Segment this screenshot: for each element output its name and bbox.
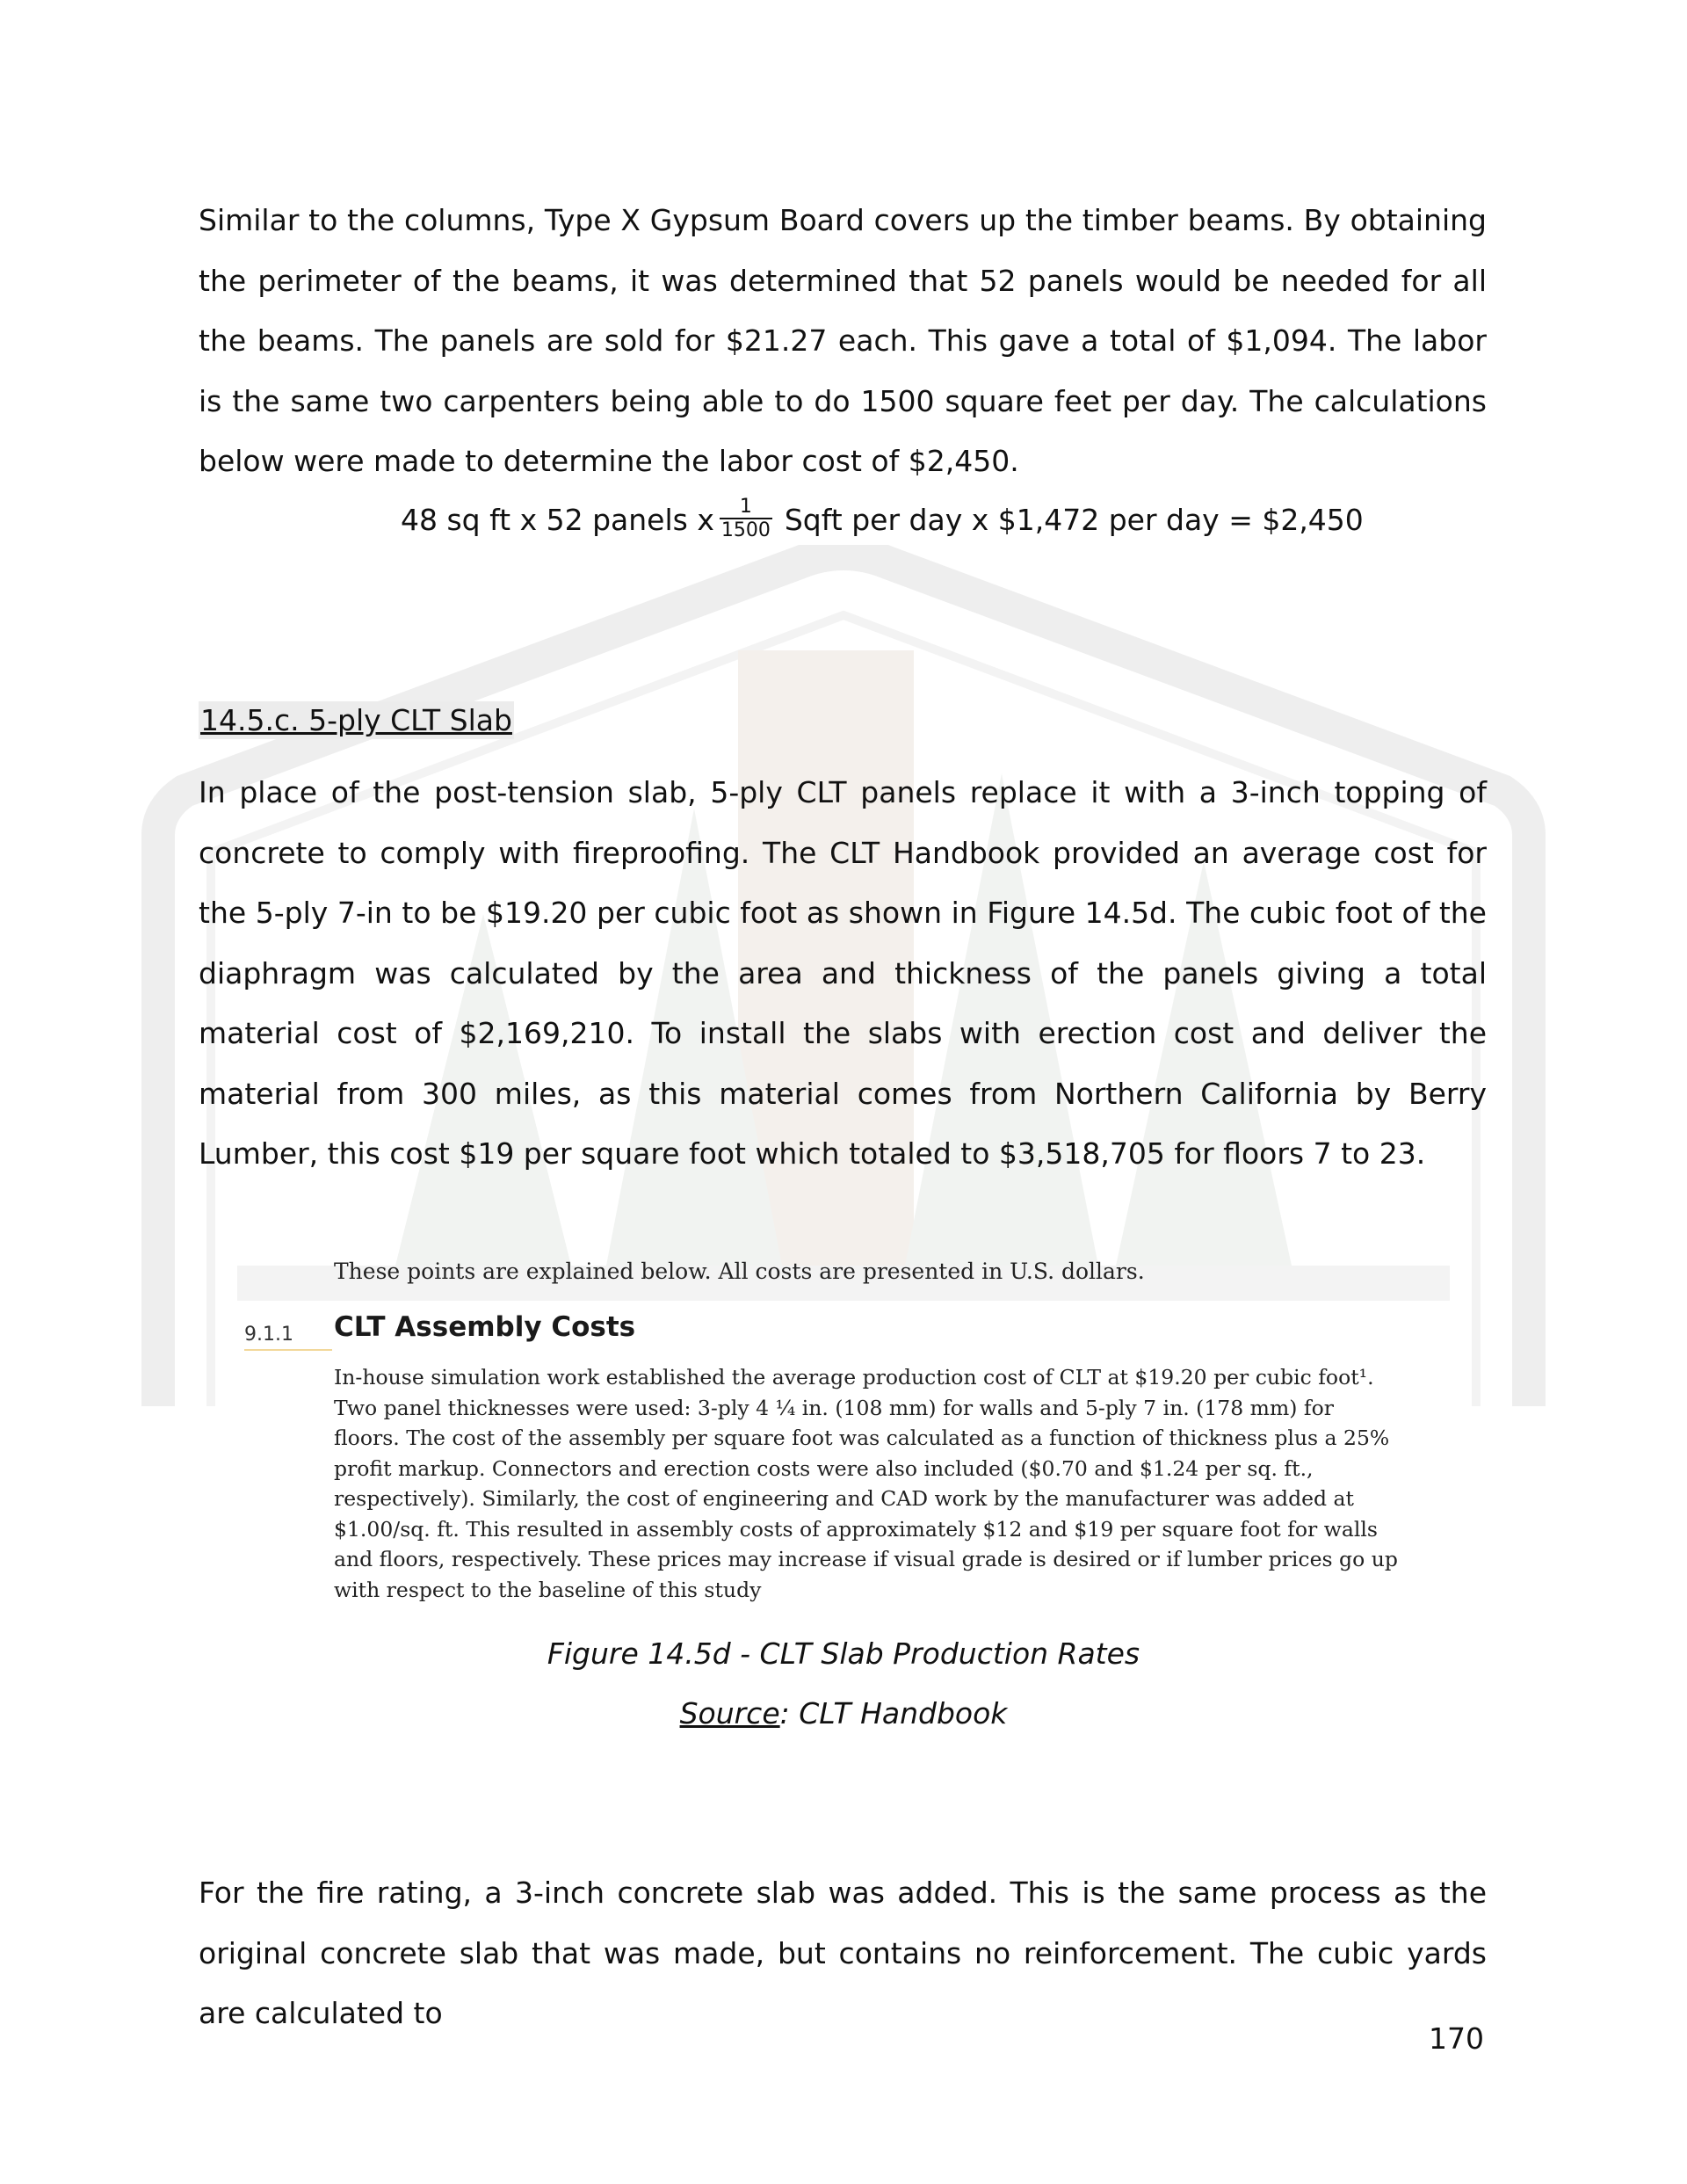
section-heading: 14.5.c. 5-ply CLT Slab <box>200 703 512 737</box>
figure-body-text: In-house simulation work established the average production cost of CLT at $19.20 per cubic foot¹. Two panel thicknesses were used: 3-ply 4 ¼ in. (108 mm) for walls and 5-ply 7 in. (178 mm) for floors. The cost of the assembly per square foot was calculated as a function of thickness plus a 25% profit markup. Connectors and erection costs were also included ($0.70 and $1.24 per sq. ft., respectively). Similarly, the cost of engineering and CAD work by the manufacturer was added at $1.00/sq. ft. This resulted in assembly costs of approximately $12 and $19 per square foot for walls and floors, respectively. These prices may increase if visual grade is desired or if lumber prices go up with respect to the baseline of this study <box>334 1365 1398 1602</box>
figure-intro-text: These points are explained below. All costs are presented in U.S. dollars. <box>334 1259 1145 1284</box>
labor-cost-equation <box>401 497 1364 542</box>
source-label: Source <box>679 1696 780 1731</box>
paragraph-gypsum-beams: Similar to the columns, Type X Gypsum Board covers up the timber beams. By obtaining the perimeter of the beams, it was determined that 52 panels would be needed for all the beams. The panels are sold for $21.27 each. This gave a total of $1,094. The labor is the same two carpenters being able to do 1500 square feet per day. The calculations below were made to determine the labor cost of $2,450. <box>199 203 1487 478</box>
fraction-denominator: 1500 <box>720 519 771 541</box>
equation-fraction <box>720 497 772 542</box>
equation-right: Sqft per day x $1,472 per day = $2,450 <box>784 502 1364 537</box>
figure-caption: Figure 14.5d - CLT Slab Production Rates <box>547 1636 1140 1671</box>
paragraph-fire-rating: For the fire rating, a 3-inch concrete slab was added. This is the same process as the original concrete slab that was made, but contains no reinforcement. The cubic yards are calculated to <box>199 1876 1487 2030</box>
figure-title: CLT Assembly Costs <box>334 1311 636 1343</box>
paragraph-clt-slab: In place of the post-tension slab, 5-ply CLT panels replace it with a 3-inch topping of concrete to comply with fireproofing. The CLT Handbook provided an average cost for the 5-ply 7-in to be $19.20 per cubic foot as shown in Figure 14.5d. The cubic foot of the diaphragm was calculated by the area and thickness of the panels giving a total material cost of $2,169,210. To install the slabs with erection cost and deliver the material from 300 miles, as this material comes from Northern California by Berry Lumber, this cost $19 per square foot which totaled to $3,518,705 for floors 7 to 23. <box>199 775 1487 1171</box>
source-text: : CLT Handbook <box>779 1696 1008 1731</box>
figure-section-number: 9.1.1 <box>244 1324 332 1351</box>
equation-left: 48 sq ft x 52 panels x <box>401 502 714 537</box>
figure-source <box>0 1696 1687 1731</box>
page-number: 170 <box>1429 2021 1484 2056</box>
fraction-numerator: 1 <box>739 496 752 518</box>
